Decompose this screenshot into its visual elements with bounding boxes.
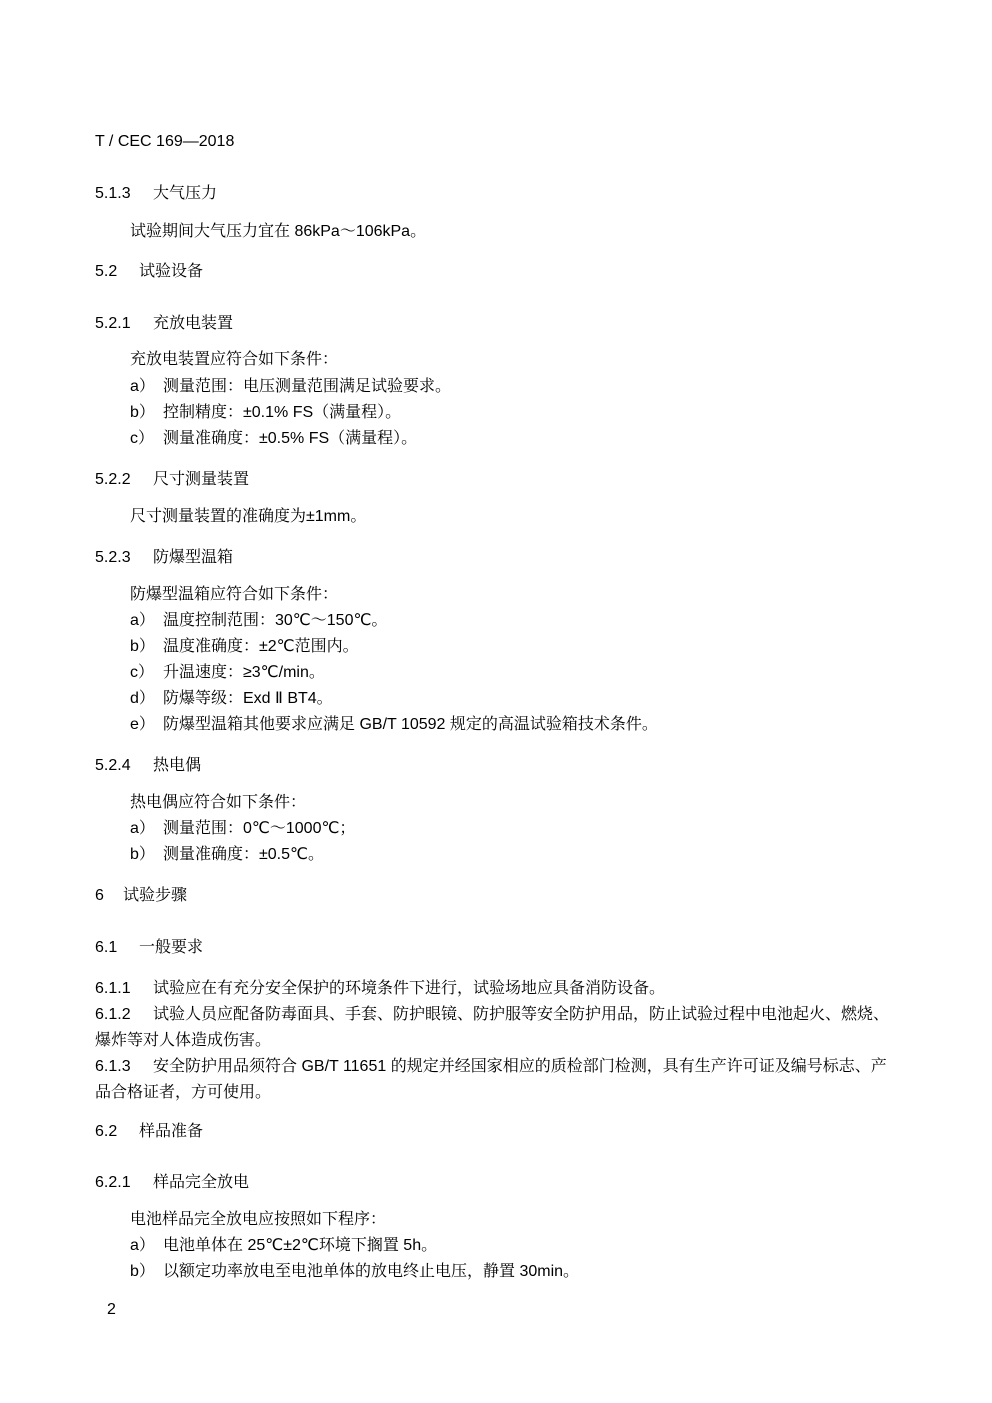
section-heading-5-2-2 bbox=[95, 470, 249, 490]
list-text: 测量准确度：±0.5℃。 bbox=[163, 846, 324, 863]
section-number: 5.2.1 bbox=[95, 315, 131, 332]
list-item bbox=[130, 819, 355, 839]
list-text: 温度控制范围：30℃～150℃。 bbox=[163, 612, 388, 629]
section-title: 试验步骤 bbox=[123, 887, 188, 904]
section-title: 尺寸测量装置 bbox=[153, 471, 250, 488]
list-marker: c） bbox=[130, 664, 155, 681]
section-number: 5.2 bbox=[95, 263, 118, 280]
section-number: 5.1.3 bbox=[95, 185, 131, 202]
list-item bbox=[130, 429, 417, 449]
clause-text: 试验应在有充分安全保护的环境条件下进行，试验场地应具备消防设备。 bbox=[153, 980, 666, 997]
list-marker: b） bbox=[130, 1263, 155, 1280]
clause-6-1-3 bbox=[95, 1054, 895, 1106]
list-marker: d） bbox=[130, 690, 155, 707]
section-heading-6-1 bbox=[95, 938, 203, 958]
list-marker: b） bbox=[130, 846, 155, 863]
list-item bbox=[130, 1236, 437, 1256]
section-title: 一般要求 bbox=[139, 939, 204, 956]
list-marker: a） bbox=[130, 612, 155, 629]
list-marker: c） bbox=[130, 430, 155, 447]
list-item bbox=[130, 715, 658, 735]
section-number: 6 bbox=[95, 887, 104, 904]
section-title: 试验设备 bbox=[139, 263, 204, 280]
list-marker: b） bbox=[130, 404, 155, 421]
page-number: 2 bbox=[107, 1301, 116, 1318]
section-title: 大气压力 bbox=[153, 185, 218, 202]
section-title: 样品准备 bbox=[139, 1123, 204, 1140]
list-text: 控制精度：±0.1% FS（满量程）。 bbox=[163, 404, 402, 421]
clause-number: 6.1.2 bbox=[95, 1006, 131, 1023]
clause-text: 安全防护用品须符合 GB/T 11651 的规定并经国家相应的质检部门检测，具有生产许可证及编号标志、产品合格证者，方可使用。 bbox=[95, 1058, 887, 1101]
section-intro-5-2-1: 充放电装置应符合如下条件： bbox=[130, 351, 339, 368]
clause-6-1-1 bbox=[95, 976, 895, 1002]
list-marker: a） bbox=[130, 1237, 155, 1254]
section-number: 5.2.2 bbox=[95, 471, 131, 488]
section-number: 6.2.1 bbox=[95, 1174, 131, 1191]
list-text: 测量准确度：±0.5% FS（满量程）。 bbox=[163, 430, 418, 447]
list-text: 电池单体在 25℃±2℃环境下搁置 5h。 bbox=[163, 1237, 438, 1254]
standard-code-header: T / CEC 169—2018 bbox=[95, 133, 235, 150]
list-item bbox=[130, 403, 401, 423]
section-heading-6-2 bbox=[95, 1122, 203, 1142]
clause-number: 6.1.3 bbox=[95, 1058, 131, 1075]
section-intro-6-2-1: 电池样品完全放电应按照如下程序： bbox=[130, 1211, 387, 1228]
section-intro-5-2-3: 防爆型温箱应符合如下条件： bbox=[130, 586, 339, 603]
section-heading-5-2-4 bbox=[95, 756, 201, 776]
list-item bbox=[130, 1262, 579, 1282]
list-marker: b） bbox=[130, 638, 155, 655]
list-text: 温度准确度：±2℃范围内。 bbox=[163, 638, 359, 655]
list-text: 以额定功率放电至电池单体的放电终止电压，静置 30min。 bbox=[163, 1263, 580, 1280]
section-body-5-2-2: 尺寸测量装置的准确度为±1mm。 bbox=[130, 508, 367, 525]
section-title: 充放电装置 bbox=[153, 315, 234, 332]
clause-6-1-2 bbox=[95, 1002, 895, 1054]
section-title: 样品完全放电 bbox=[153, 1174, 250, 1191]
list-item bbox=[130, 845, 324, 865]
section-heading-6 bbox=[95, 886, 187, 906]
section-number: 5.2.3 bbox=[95, 549, 131, 566]
list-text: 测量范围：电压测量范围满足试验要求。 bbox=[163, 378, 452, 395]
list-text: 测量范围：0℃～1000℃； bbox=[163, 820, 356, 837]
section-heading-5-2 bbox=[95, 262, 203, 282]
list-item bbox=[130, 689, 333, 709]
list-item bbox=[130, 663, 325, 683]
clause-text: 试验人员应配备防毒面具、手套、防护眼镜、防护服等安全防护用品，防止试验过程中电池起火、燃烧、爆炸等对人体造成伤害。 bbox=[95, 1006, 890, 1049]
clause-number: 6.1.1 bbox=[95, 980, 131, 997]
list-text: 防爆等级：Exd Ⅱ BT4。 bbox=[163, 690, 333, 707]
section-heading-6-2-1 bbox=[95, 1173, 249, 1193]
section-title: 防爆型温箱 bbox=[153, 549, 234, 566]
section-intro-5-2-4: 热电偶应符合如下条件： bbox=[130, 794, 307, 811]
section-heading-5-2-3 bbox=[95, 548, 233, 568]
section-title: 热电偶 bbox=[153, 757, 202, 774]
section-number: 5.2.4 bbox=[95, 757, 131, 774]
section-body-5-1-3: 试验期间大气压力宜在 86kPa～106kPa。 bbox=[130, 223, 427, 240]
list-marker: a） bbox=[130, 820, 155, 837]
section-heading-5-1-3 bbox=[95, 184, 217, 204]
list-text: 防爆型温箱其他要求应满足 GB/T 10592 规定的高温试验箱技术条件。 bbox=[163, 716, 658, 733]
section-number: 6.1 bbox=[95, 939, 118, 956]
list-item bbox=[130, 377, 451, 397]
list-marker: e） bbox=[130, 716, 155, 733]
list-item bbox=[130, 637, 359, 657]
section-number: 6.2 bbox=[95, 1123, 118, 1140]
list-item bbox=[130, 611, 387, 631]
list-marker: a） bbox=[130, 378, 155, 395]
section-heading-5-2-1 bbox=[95, 314, 233, 334]
list-text: 升温速度：≥3℃/min。 bbox=[163, 664, 325, 681]
